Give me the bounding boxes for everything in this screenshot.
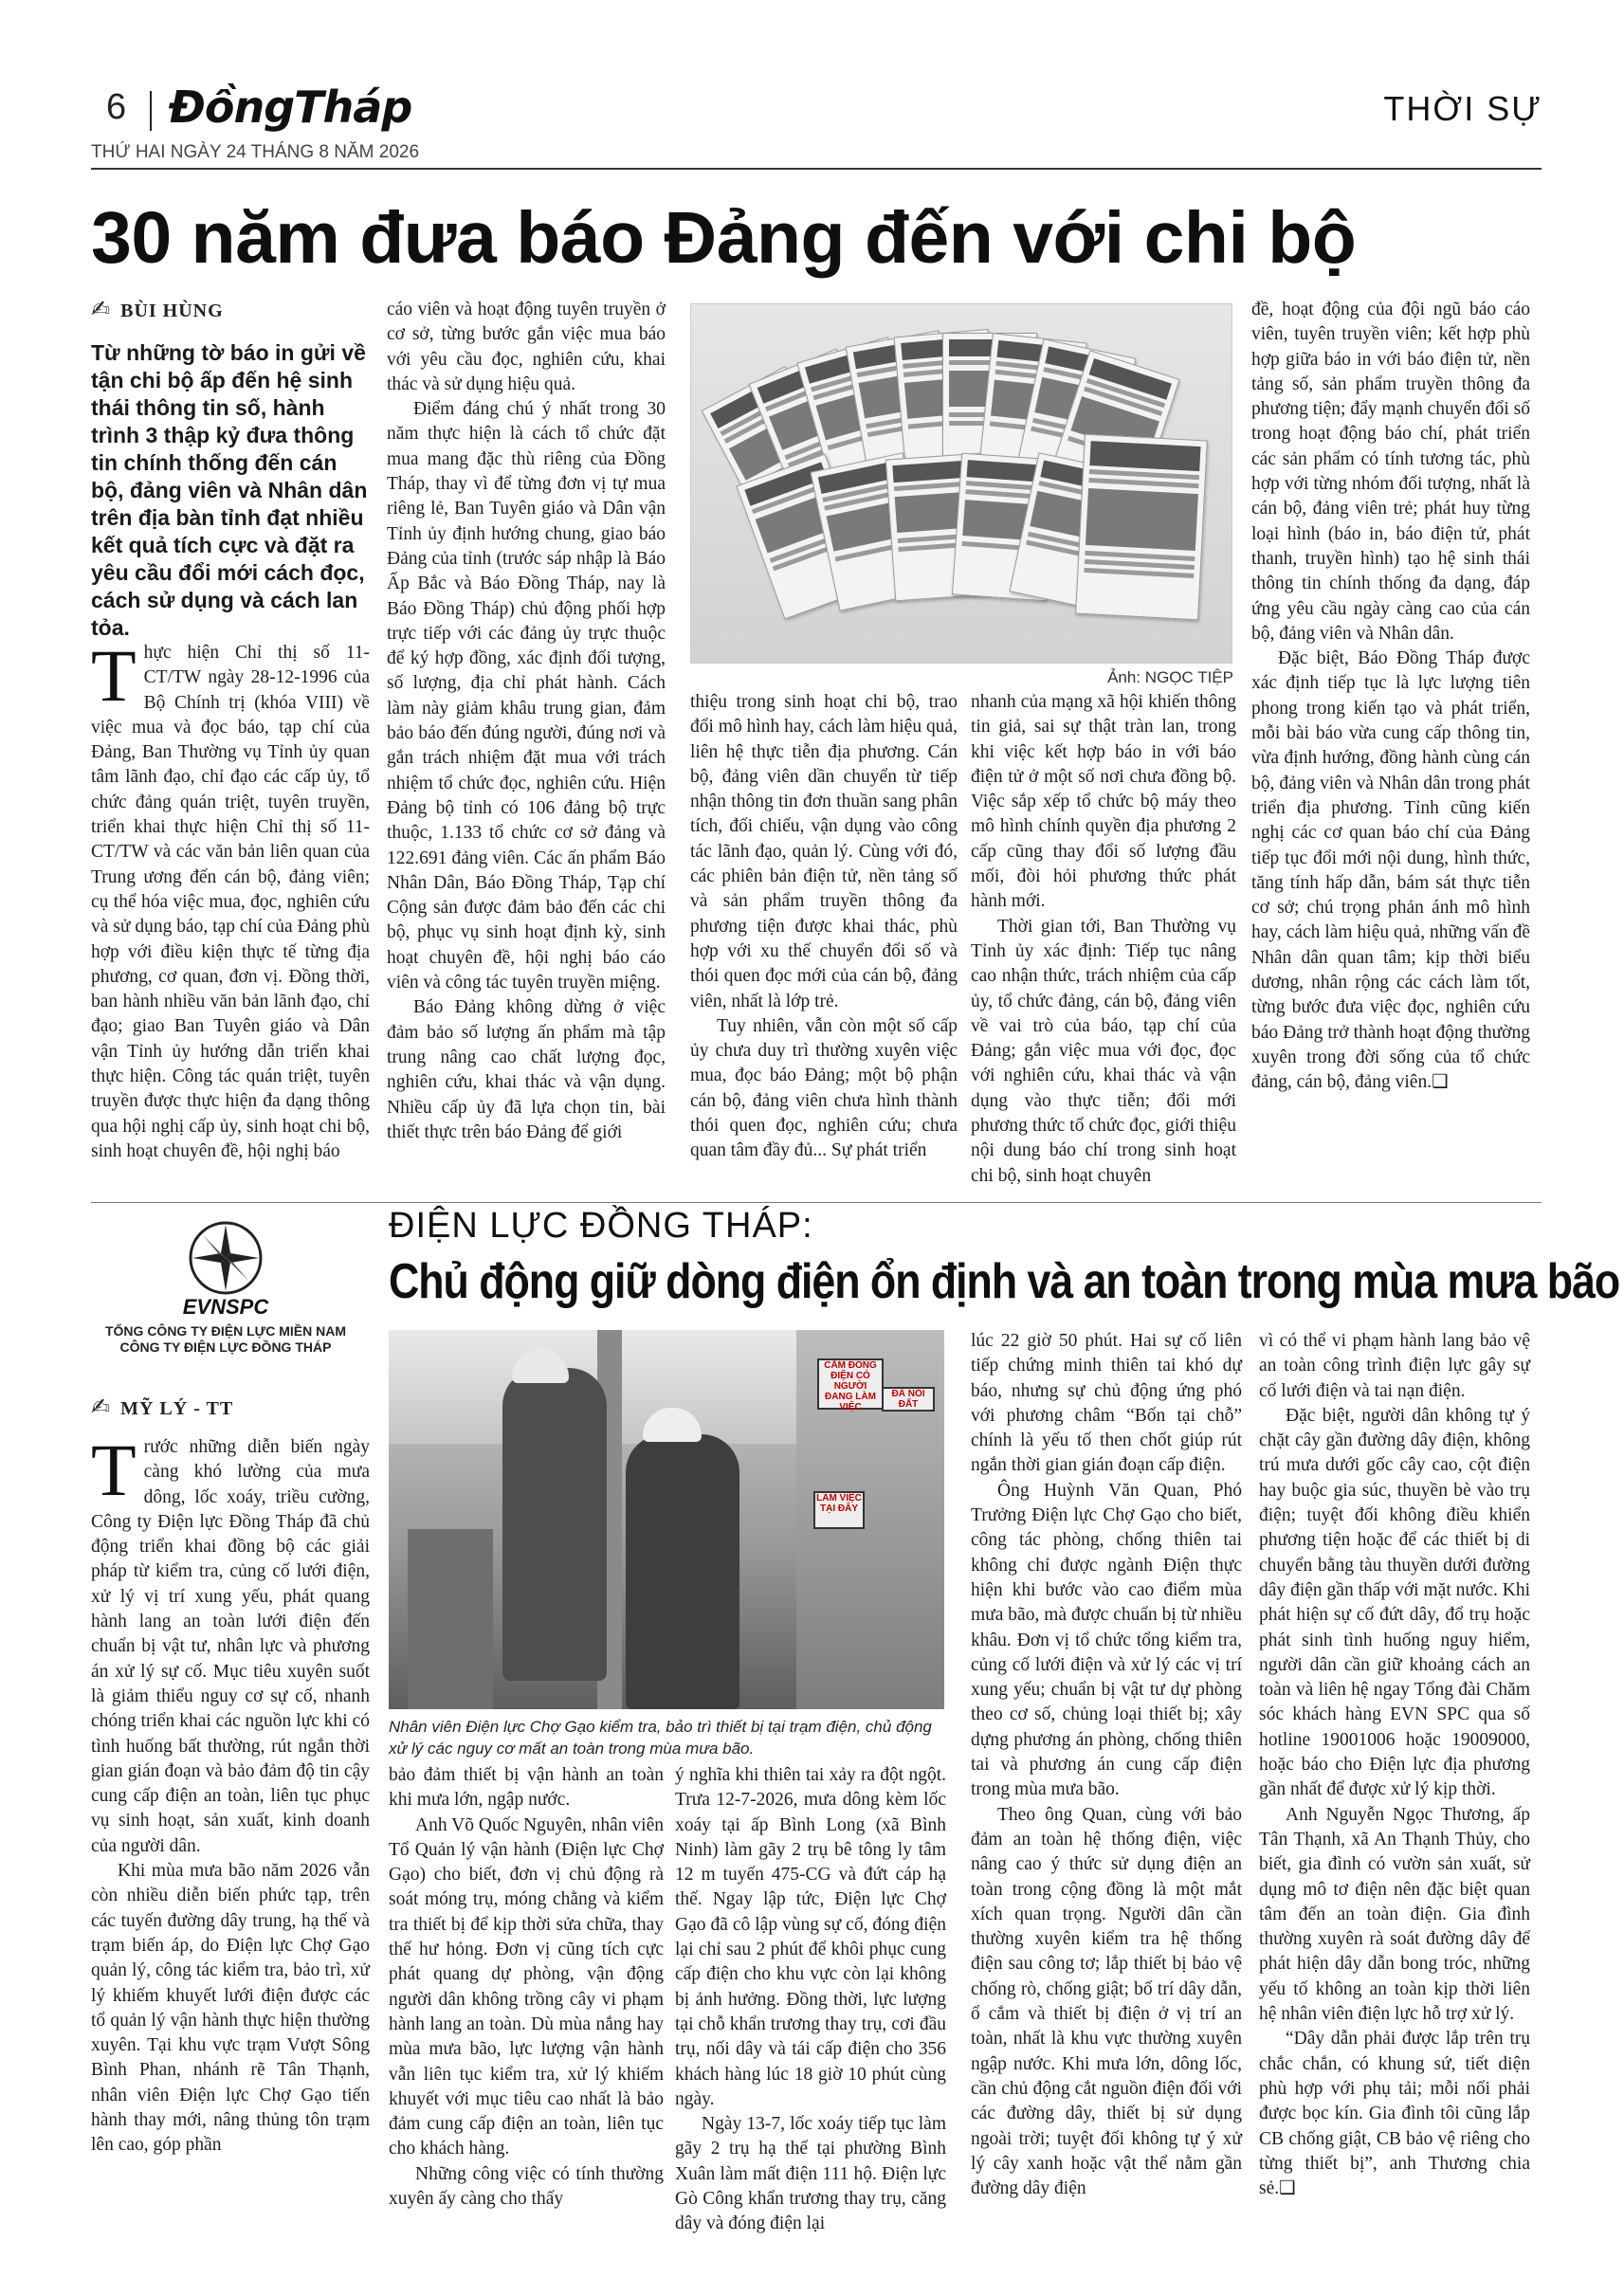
paragraph: Đặc biệt, người dân không tự ý chặt cây gần đường dây điện, không trú mưa dưới gốc cây cao, cột điện hay buộc gia súc, thuyền bè vào trụ điện; tuyệt đối không điều khiển phương tiện hoặc để các thiết bị di chuyển bằng tàu thuyền dưới đường dây điện gần thấp với mặt nước. Khi phát hiện sự cố đứt dây, đổ trụ hoặc phát sinh tình huống nguy hiểm, người dân cần giữ khoảng cách an toàn và liên hệ ngay Tổng đài Chăm sóc khách hàng EVN SPC qua số hotline 19001006 hoặc 19009000, hoặc báo cho Điện lực địa phương gần nhất để được xử lý kịp thời. — [1259, 1405, 1530, 1800]
paragraph: Thời gian tới, Ban Thường vụ Tỉnh ủy xác định: Tiếp tục nâng cao nhận thức, trách nhiệm của cấp ủy, tổ chức đảng, cán bộ, đảng viên về vai trò của báo, tạp chí của Đảng; gắn việc mua với đọc, đọc với nghiên cứu, khai thác và vận dụng vào thực tiễn; đổi mới phương thức tổ chức đọc, giới thiệu nội dung báo chí trong sinh hoạt chi bộ, sinh hoạt chuyên — [971, 916, 1236, 1186]
section-rule — [91, 1202, 1542, 1203]
article2-kicker: ĐIỆN LỰC ĐỒNG THÁP: — [389, 1206, 813, 1246]
article2-headline: Chủ động giữ dòng điện ổn định và an toàn trong mùa mưa bão — [389, 1254, 1620, 1309]
paragraph: Anh Nguyễn Ngọc Thương, ấp Tân Thạnh, xã An Thạnh Thủy, cho biết, gia đình có vườn sản xuất, sử dụng mô tơ điện nên đặc biệt quan tâm đến an toàn điện. Gia đình thường xuyên rà soát đường dây để phát hiện dây dẫn bong tróc, những yếu tố không an toàn kịp thời liên hệ nhân viên điện lực hỗ trợ xử lý. — [1259, 1804, 1530, 2025]
paragraph: Đặc biệt, Báo Đồng Tháp được xác định tiếp tục là lực lượng tiên phong trong kiến tạo và phát triển, mỗi bài báo vừa cung cấp thông tin, vừa định hướng, đồng hành cùng cán bộ, đảng viên và Nhân dân trong phát triển địa phương. Tỉnh cũng kiến nghị các cơ quan báo chí của Đảng tiếp tục đổi mới nội dung, hình thức, tăng tính hấp dẫn, bám sát thực tiễn cơ sở; chú trọng phản ánh mô hình hay, cách làm hiệu quả, những vấn đề Nhân dân quan tâm; kịp thời biểu dương, nhân rộng các cách làm tốt, từng bước đưa việc đọc, nghiên cứu báo Đảng trở thành hoạt động thường xuyên trong đời sống của tổ chức đảng, cán bộ, đảng viên. — [1251, 648, 1530, 1093]
paragraph: Ông Huỳnh Văn Quan, Phó Trưởng Điện lực Chợ Gạo cho biết, công tác phòng, chống thiên tai không chỉ được ngành Điện thực hiện khi bước vào cao điểm mùa mưa bão, mà được chuẩn bị từ nhiều khâu. Đơn vị tổ chức tổng kiểm tra, củng cố lưới điện và xử lý các vị trí xung yếu; chuẩn bị vật tư dự phòng theo cơ số, chủng loại thiết bị; xây dựng phương án phòng, chống thiên tai và phương án cung cấp điện trong mùa mưa bão. — [971, 1480, 1242, 1800]
pen-icon: ✍ — [91, 1394, 112, 1420]
paragraph: Anh Võ Quốc Nguyên, nhân viên Tổ Quản lý vận hành (Điện lực Chợ Gạo) cho biết, đơn vị chủ động rà soát móng trụ, móng chằng và kiểm tra thiết bị để kịp thời sửa chữa, thay thế hư hỏng. Đơn vị cũng tích cực phát quang dự phòng, vận động người dân không trồng cây vi phạm hành lang an toàn. Dù mùa nắng hay mùa mưa bão, lực lượng vận hành vẫn liên tục kiểm tra, xử lý khiếm khuyết với mục tiêu cao nhất là bảo đảm cung cấp điện an toàn, liên tục cho khách hàng. — [389, 1814, 664, 2159]
section-label: THỜI SỰ — [1383, 89, 1542, 128]
paragraph: vì có thể vi phạm hành lang bảo vệ an toàn công trình điện lực gây sự cố lưới điện và tai nạn điện. — [1259, 1331, 1530, 1401]
article1-col5 — [1251, 298, 1530, 1096]
photo-caption: Nhân viên Điện lực Chợ Gạo kiểm tra, bảo trì thiết bị tại trạm điện, chủ động xử lý các nguy cơ mất an toàn trong mùa mưa bão. — [389, 1718, 932, 1758]
article2-col5 — [1259, 1329, 1530, 2201]
article1-lead: Từ những tờ báo in gửi về tận chi bộ ấp đến hệ sinh thái thông tin số, hành trình 3 thập kỷ đưa thông tin chính thống đến cán bộ, đảng viên và Nhân dân trên địa bàn tỉnh đạt nhiều kết quả tích cực và đặt ra yêu cầu đổi mới cách đọc, cách sử dụng và cách lan tỏa. — [91, 340, 368, 640]
sponsor-names — [85, 1323, 366, 1356]
paragraph: ý nghĩa khi thiên tai xảy ra đột ngột. Trưa 12-7-2026, mưa dông kèm lốc xoáy tại ấp Bình Long (xã Bình Ninh) làm gãy 2 trụ bê tông ly tâm 12 m tuyến 475-CG và đứt cáp hạ thế. Ngay lập tức, Điện lực Chợ Gạo đã cô lập vùng sự cố, đóng điện lại chỉ sau 2 phút để khôi phục cung cấp điện cho khu vực còn lại không bị ảnh hưởng. Đồng thời, lực lượng tại chỗ khẩn trương thay trụ, cơi đầu trụ, nối dây và tái cấp điện cho 356 khách hàng lúc 18 giờ 10 phút cùng ngày. — [675, 1765, 946, 2109]
article1-author: BÙI HÙNG — [120, 301, 224, 321]
paragraph: bảo đảm thiết bị vận hành an toàn khi mưa lớn, ngập nước. — [389, 1765, 664, 1811]
warning-sign: ĐÃ NỐI ĐẤT — [882, 1387, 935, 1412]
article1-byline — [91, 296, 224, 322]
newspaper-logo: ĐồngTháp — [169, 82, 412, 133]
article2-col3 — [675, 1763, 946, 2237]
article1-col2 — [387, 298, 666, 1145]
article1-col3 — [690, 690, 958, 1164]
paragraph: “Dây dẫn phải được lắp trên trụ chắc chắn, có khung sứ, tiết diện phù hợp với phụ tải; mỗi nối phải được bọc kín. Gia đình tôi cũng lắp CB chống giật, CB bảo vệ riêng cho từng thiết bị”, anh Thương chia sẻ. — [1259, 2029, 1530, 2199]
evn-star-icon — [180, 1219, 271, 1297]
paragraph: nhanh của mạng xã hội khiến thông tin giả, sai sự thật tràn lan, trong khi việc kết hợp báo in với báo điện tử ở một số nơi chưa đồng bộ. Việc sắp xếp tổ chức bộ máy theo mô hình chính quyền địa phương 2 cấp cũng thay đổi số lượng đầu mối, đòi hỏi phương thức phát hành mới. — [971, 692, 1236, 912]
warning-sign: CẤM ĐÓNG ĐIỆN CÓ NGƯỜI ĐANG LÀM VIỆC — [817, 1358, 884, 1410]
evnspc-logo: EVNSPC — [182, 1295, 269, 1319]
paragraph: Tuy nhiên, vẫn còn một số cấp ủy chưa duy trì thường xuyên việc mua, đọc báo Đảng; một bộ phận cán bộ, đảng viên chưa hình thành thói quen đọc, nghiên cứu; chưa quan tâm đầy đủ... Sự phát triển — [690, 1015, 958, 1161]
paragraph: Khi mùa mưa bão năm 2026 vẫn còn nhiều diễn biến phức tạp, trên các tuyến đường dây trung, hạ thế và trạm biến áp, do Điện lực Chợ Gạo quản lý, công tác kiểm tra, bảo trì, xử lý khiếm khuyết lưới điện được các tổ quản lý vận hành thực hiện thường xuyên. Tại khu vực trạm Vượt Sông Bình Phan, nhánh rẽ Tân Thạnh, nhân viên Điện lực Chợ Gạo tiến hành thay mới, nâng thủng tôn trạm lên cao, góp phần — [91, 1861, 370, 2156]
article1-col4 — [971, 690, 1236, 1189]
photo-credit: Ảnh: NGỌC TIỆP — [1107, 668, 1233, 686]
article1-headline: 30 năm đưa báo Đảng đến với chi bộ — [91, 197, 1357, 279]
article2-col1 — [91, 1429, 370, 2159]
paragraph: Điểm đáng chú ý nhất trong 30 năm thực hiện là cách tổ chức đặt mua mang đặc thù riêng của Đồng Tháp, thay vì để từng đơn vị tự mua riêng lẻ, Ban Tuyên giáo và Dân vận Tỉnh ủy định hướng chung, giao báo Đảng của tỉnh (trước sáp nhập là Báo Ấp Bắc và Báo Đồng Tháp, nay là Báo Đồng Tháp) chủ động phối hợp trực tiếp với các đảng ủy trực thuộc để ký hợp đồng, xác định đối tượng, số lượng, địa chỉ phát hành. Cách làm này giảm khâu trung gian, đảm bảo báo đến đúng người, đúng nơi và gắn trách nhiệm đặt mua với trách nhiệm tổ chức đọc, nghiên cứu. Hiện Đảng bộ tỉnh có 106 đảng bộ trực thuộc, 1.133 tổ chức cơ sở đảng và 122.691 đảng viên. Các ấn phẩm Báo Nhân Dân, Báo Đồng Tháp, Tạp chí Cộng sản được đảm bảo đến các chi bộ, phục vụ sinh hoạt định kỳ, sinh hoạt chuyên đề, hội nghị báo cáo viên và công tác tuyên truyền miệng. — [387, 399, 666, 993]
issue-date: THỨ HAI NGÀY 24 THÁNG 8 NĂM 2026 — [91, 142, 420, 162]
end-mark-icon: ❑ — [1279, 2178, 1296, 2199]
drop-cap: T — [91, 634, 137, 717]
pen-icon: ✍ — [91, 296, 112, 322]
sponsor-line: CÔNG TY ĐIỆN LỰC ĐỒNG THÁP — [119, 1339, 332, 1355]
article2-author: MỸ LÝ - TT — [120, 1398, 234, 1419]
masthead-divider — [150, 91, 152, 131]
paragraph: cáo viên và hoạt động tuyên truyền ở cơ sở, từng bước gắn việc mua báo với yêu cầu đọc, nghiên cứu, khai thác và sử dụng hiệu quả. — [387, 300, 666, 394]
masthead-rule — [91, 168, 1542, 170]
sponsor-line: TỔNG CÔNG TY ĐIỆN LỰC MIỀN NAM — [104, 1323, 347, 1339]
paragraph: Báo Đảng không dừng ở việc đảm bảo số lượng ấn phẩm mà tập trung nâng cao chất lượng đọc, nghiên cứu, khai thác và vận dụng. Nhiều cấp ủy đã lựa chọn tin, bài thiết thực trên báo Đảng để giới — [387, 997, 666, 1142]
paragraph: đề, hoạt động của đội ngũ báo cáo viên, tuyên truyền viên; kết hợp phù hợp giữa báo in với báo điện tử, nền tảng số, sản phẩm truyền thông đa phương tiện; đẩy mạnh chuyển đổi số trong hoạt động báo chí, phát triển các sản phẩm có tính tương tác, phù hợp với từng nhóm đối tượng, nhất là cán bộ, đảng viên trẻ; phát huy từng loại hình (báo in, báo điện tử, phát thanh, truyền hình) tạo hệ sinh thái thông tin chính thống đa dạng, đáp ứng yêu cầu ngày càng cao của cán bộ, đảng viên và Nhân dân. — [1251, 300, 1530, 644]
newspapers-photo — [690, 303, 1232, 664]
drop-cap: T — [91, 1429, 137, 1511]
paragraph: Ngày 13-7, lốc xoáy tiếp tục làm gãy 2 trụ hạ thế tại phường Bình Xuân làm mất điện 111 hộ. Điện lực Gò Công khẩn trương thay trụ, căng dây và đóng điện lại — [675, 2114, 946, 2234]
page-number: 6 — [106, 87, 127, 127]
paragraph: thiệu trong sinh hoạt chi bộ, trao đổi mô hình hay, cách làm hiệu quả, liên hệ thực tiễn địa phương. Cán bộ, đảng viên dần chuyển từ tiếp nhận thông tin đơn thuần sang phân tích, đối chiếu, vận dụng vào công tác lãnh đạo, quản lý. Cùng với đó, các phiên bản điện tử, nền tảng số và sản phẩm truyền thông đa phương tiện được khai thác, phù hợp với xu thế chuyển đổi số và thói quen đọc mới của cán bộ, đảng viên, nhất là lớp trẻ. — [690, 692, 958, 1011]
paragraph: Những công việc có tính thường xuyên ấy càng cho thấy — [389, 2163, 664, 2210]
end-mark-icon: ❑ — [1432, 1072, 1449, 1093]
warning-sign: LÀM VIỆC TẠI ĐÂY — [813, 1491, 865, 1529]
article1-col1-text: hực hiện Chỉ thị số 11-CT/TW ngày 28-12-1996 của Bộ Chính trị (khóa VIII) về việc mua và đọc báo, tạp chí của Đảng, Ban Thường vụ Tỉnh ủy quan tâm lãnh đạo, chỉ đạo các cấp ủy, tổ chức đảng quán triệt, tuyên truyền, triển khai thực hiện Chỉ thị số 11-CT/TW và các văn bản liên quan của Trung ương đến cán bộ, đảng viên; cụ thể hóa việc mua, đọc, nghiên cứu và sử dụng báo, tạp chí của Đảng phù hợp với điều kiện thực tế từng địa phương, cơ quan, đơn vị. Đồng thời, ban hành nhiều văn bản lãnh đạo, chỉ đạo; giao Ban Tuyên giáo và Dân vận Tỉnh ủy hướng dẫn triển khai thực hiện. Công tác quán triệt, tuyên truyền được thực hiện đa dạng thông qua hội nghị cấp ủy, sinh hoạt chi bộ, sinh hoạt chuyên đề, hội nghị báo — [91, 643, 370, 1161]
article1-col1 — [91, 634, 370, 1164]
electricians-photo — [389, 1330, 944, 1709]
article2-col1-text: rước những diễn biến ngày càng khó lường của mưa dông, lốc xoáy, triều cường, Công ty Điện lực Đồng Tháp đã chủ động triển khai đồng bộ các giải pháp từ kiểm tra, củng cố lưới điện, xử lý vị trí xung yếu, phát quang hành lang an toàn lưới điện đến chuẩn bị vật tư, nhân lực và phương án xử lý sự cố. Mục tiêu xuyên suốt là giảm thiểu nguy cơ sự cố, nhanh chóng triển khai các nguồn lực khi có tình huống bất thường, rút ngắn thời gian gián đoạn và bảo đảm độ tin cậy cung cấp điện an toàn, liên tục phục vụ sinh hoạt, sản xuất, kinh doanh của người dân. — [91, 1437, 370, 1856]
article2-col4 — [971, 1329, 1242, 2201]
paragraph: Theo ông Quan, cùng với bảo đảm an toàn hệ thống điện, việc nâng cao ý thức sử dụng điện an toàn trong cộng đồng là một mắt xích quan trọng. Người dân cần thường xuyên kiểm tra hệ thống điện sau công tơ; lắp thiết bị bảo vệ chống rò, chống giật; bố trí dây dẫn, ổ cắm và thiết bị điện ở vị trí an toàn, nhất là khu vực thường xuyên ngập nước. Khi mưa lớn, dông lốc, cần chủ động cắt nguồn điện đối với các đường dây, thiết bị sử dụng ngoài trời; tuyệt đối không tự ý xử lý cây xanh hoặc vật thể nằm gần đường dây điện — [971, 1804, 1242, 2199]
paragraph: lúc 22 giờ 50 phút. Hai sự cố liên tiếp chứng minh thiên tai khó dự báo, nhưng sự chủ động ứng phó với phương châm “Bốn tại chỗ” chính là yếu tố then chốt giúp rút ngắn thời gian gián đoạn cấp điện. — [971, 1331, 1242, 1476]
article2-col2 — [389, 1763, 664, 2212]
article2-byline — [91, 1394, 233, 1420]
